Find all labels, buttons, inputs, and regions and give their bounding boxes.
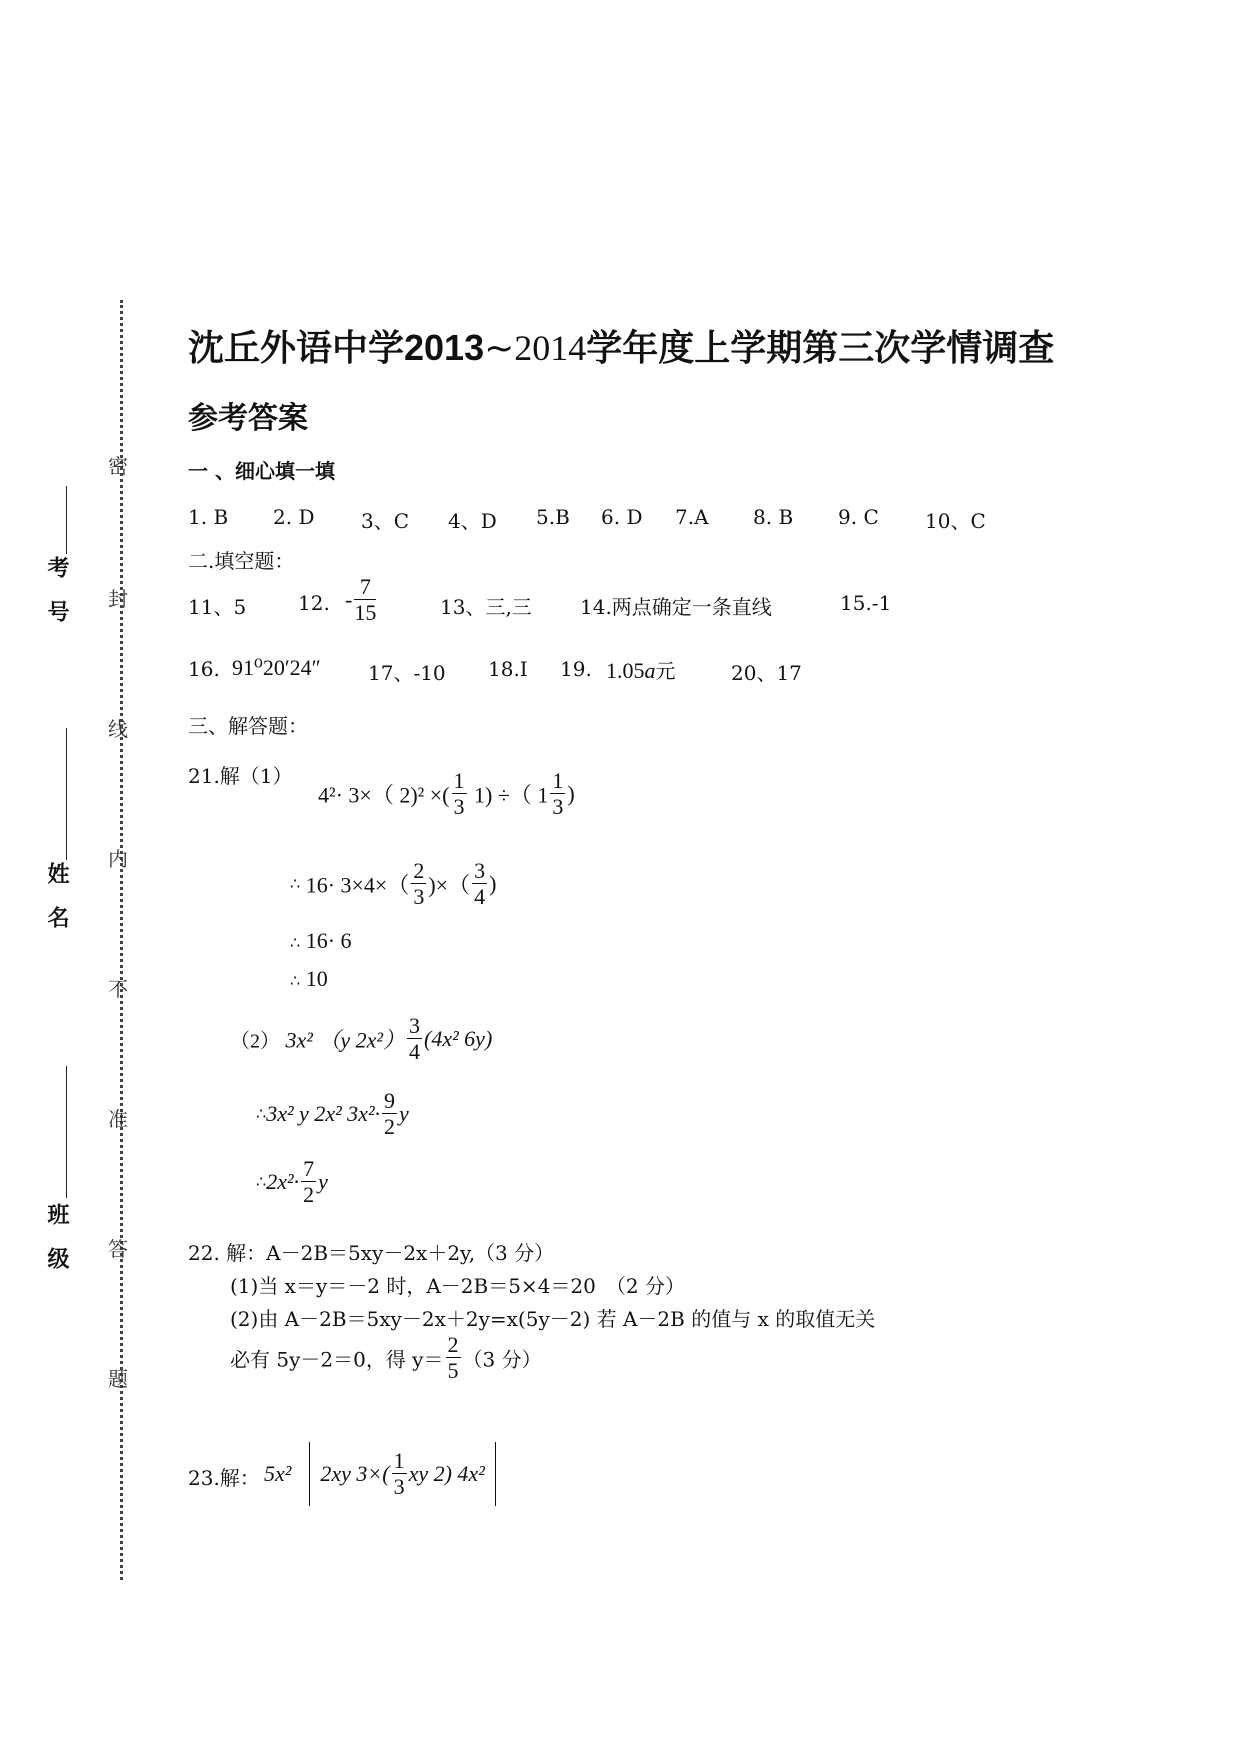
mc-answer-9: 9. C [838, 505, 879, 529]
q21-l2-b: )×（ [428, 872, 471, 898]
fill-answer-13: 13、三,三 [440, 595, 532, 619]
q21-p2l2-a: 3x² y 2x² 3x²· [266, 1100, 381, 1126]
fill-row-1 [188, 574, 988, 634]
section-3-heading: 三、解答题： [188, 714, 308, 738]
q23-frac-den: 3 [393, 1474, 405, 1500]
q23-b2: xy 2) 4x² [408, 1460, 485, 1486]
fill-answer-11: 11、5 [188, 595, 247, 619]
fill-answer-19-value: 1.05 [606, 658, 645, 683]
q21-l3-expr: 16· 6 [305, 928, 352, 953]
q21-line-4 [290, 966, 328, 992]
seal-char-1: 封 [108, 587, 128, 611]
q23-b1: 2xy 3×( [320, 1460, 390, 1486]
q23-label: 23.解： [188, 1466, 260, 1490]
q22-line-4 [230, 1332, 542, 1384]
q21-p2-a: 3x² （y 2x²） [285, 1027, 405, 1053]
field-line-kaohao[interactable] [66, 486, 67, 554]
q21-p2-frac-den: 4 [409, 1039, 420, 1065]
title-school: 沈丘外语中学 [188, 328, 405, 369]
paper-title [188, 320, 1054, 371]
q22-line-3: (2)由 A－2B＝5xy－2x＋2y=x(5y－2) 若 A－2B 的值与 x 的取值无关 [230, 1307, 876, 1331]
q22-l4-frac-num: 2 [447, 1332, 459, 1357]
q21-p2l3-frac-den: 2 [303, 1182, 315, 1208]
title-tilde: ~ [484, 328, 515, 369]
fill-answer-16: 91⁰20′24″ [232, 655, 321, 680]
q21-l4-result: 10 [305, 966, 328, 991]
q21-line-1 [318, 768, 575, 820]
q21-part2-line-3 [256, 1156, 328, 1208]
field-label-kaohao: 考号 [44, 556, 70, 644]
q21-l2-therefore: ∴ [290, 875, 301, 893]
title-term: 学年度上学期第三次学情调查 [586, 328, 1055, 369]
paper-subtitle: 参考答案 [188, 401, 308, 436]
q22-l4-frac-den: 5 [447, 1358, 459, 1384]
q21-p2l3-a: 2x²· [266, 1168, 300, 1194]
q21-part2-line-2 [256, 1088, 409, 1140]
fill-answer-18: 18.I [488, 657, 528, 681]
q21-l1-a: 4²· 3×（ 2)² ×( [318, 782, 450, 808]
field-label-banji: 班级 [44, 1203, 70, 1291]
q21-l1-frac-b-num: 1 [552, 768, 564, 793]
fill-answer-17: 17、-10 [368, 661, 446, 685]
section-2-heading: 二.填空题： [188, 549, 295, 573]
fill-answer-19-unit: 元 [655, 661, 676, 683]
q21-l1-frac-a-num: 1 [453, 768, 465, 793]
q21-p2l3-frac-num: 7 [303, 1156, 315, 1181]
mc-answer-3: 3、C [361, 509, 410, 533]
q21-p2l2-therefore: ∴ [256, 1105, 267, 1123]
q23-expression [264, 1442, 496, 1506]
mc-answer-6: 6. D [601, 505, 643, 529]
q21-l1-frac-b-den: 3 [552, 794, 564, 820]
fill-answer-14: 14.两点确定一条直线 [580, 595, 772, 619]
field-line-xingming[interactable] [66, 728, 67, 860]
q22-line-1: 22. 解：A－2B＝5xy－2x＋2y,（3 分） [188, 1241, 555, 1265]
q21-p2-frac-num: 3 [409, 1013, 420, 1038]
q23-frac-num: 1 [393, 1448, 405, 1473]
fill-answer-12-sign: - [345, 586, 353, 612]
q21-l2-frac-a-den: 3 [413, 884, 425, 910]
fill-row-2 [188, 657, 988, 687]
title-year-start: 2013 [404, 327, 485, 368]
mc-answer-8: 8. B [753, 505, 794, 529]
q21-l4-therefore: ∴ [290, 973, 301, 990]
seal-char-6: 答 [108, 1237, 128, 1261]
q21-l2-frac-b-num: 3 [474, 858, 486, 883]
seal-char-7: 题 [108, 1367, 128, 1391]
field-line-banji[interactable] [66, 1066, 67, 1198]
q21-p2l2-b: y [399, 1100, 409, 1126]
q22-l4-b: （3 分） [462, 1347, 542, 1372]
fill-answer-15: 15.-1 [840, 591, 892, 615]
q23-bracket [309, 1442, 495, 1506]
mc-answer-10: 10、C [925, 509, 986, 533]
q21-l2-frac-a-num: 2 [413, 858, 425, 883]
q21-part2-line-1 [230, 1013, 492, 1065]
mc-answer-7: 7.A [675, 505, 709, 529]
fill-answer-16-label: 16. [188, 657, 220, 681]
fill-answer-20: 20、17 [731, 661, 802, 685]
mc-answer-2: 2. D [273, 505, 315, 529]
seal-char-2: 线 [108, 717, 128, 741]
field-label-xingming: 姓名 [44, 862, 70, 950]
q21-p2l3-b: y [318, 1168, 328, 1194]
q21-line-3 [290, 928, 352, 954]
seal-char-4: 不 [108, 977, 128, 1001]
fill-answer-19-var: a [644, 658, 656, 683]
q21-p2l2-frac-den: 2 [384, 1114, 396, 1140]
q21-l1-c: ) [567, 780, 575, 806]
q21-l1-b: 1) ÷（ 1 [468, 782, 549, 808]
seal-char-5: 准 [108, 1107, 128, 1131]
q21-p2l2-frac-num: 9 [384, 1088, 396, 1113]
seal-char-3: 内 [108, 847, 128, 871]
q21-l1-frac-a-den: 3 [453, 794, 465, 820]
section-1-heading: 一 、细心填一填 [188, 459, 335, 483]
fill-answer-19-label: 19. [560, 657, 592, 681]
mc-answer-1: 1. B [188, 505, 229, 529]
q21-l2-a: 16· 3×4×（ [305, 872, 410, 898]
q21-l2-c: ) [489, 870, 497, 896]
fill-answer-12-num: 7 [354, 574, 376, 600]
q21-p2l3-therefore: ∴ [256, 1173, 267, 1191]
q21-l2-frac-b-den: 4 [474, 884, 486, 910]
fill-answer-19 [606, 655, 676, 684]
q22-line-2: (1)当 x＝y＝－2 时，A－2B＝5×4＝20 （2 分） [230, 1274, 685, 1298]
q21-label: 21.解（1） [188, 764, 293, 788]
q21-l3-therefore: ∴ [290, 935, 301, 952]
q23-a: 5x² [264, 1460, 292, 1486]
seal-char-0: 密 [108, 454, 128, 478]
fill-answer-12 [345, 574, 378, 626]
mc-answer-4: 4、D [448, 509, 497, 533]
q21-p2-b: (4x² 6y) [424, 1025, 493, 1051]
fill-answer-12-den: 15 [354, 600, 377, 626]
title-year-end: 2014 [514, 328, 587, 368]
fill-answer-12-label: 12. [298, 591, 330, 615]
q21-line-2 [290, 858, 496, 910]
q22-l4-a: 必有 5y－2＝0，得 y＝ [230, 1347, 444, 1372]
mc-answer-5: 5.B [536, 505, 570, 529]
q21-p2-label: （2） [230, 1030, 280, 1053]
